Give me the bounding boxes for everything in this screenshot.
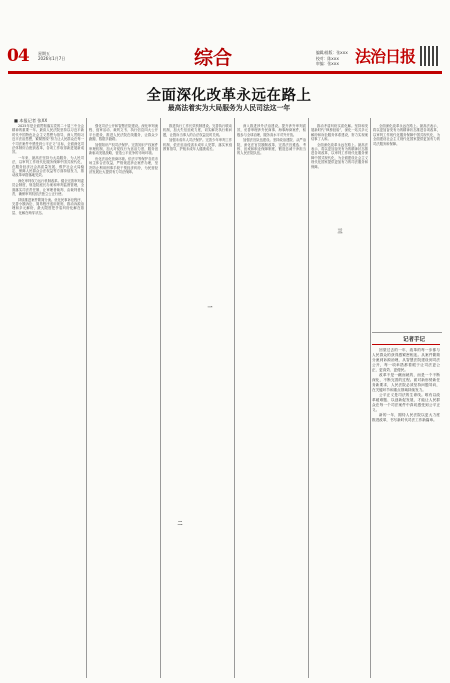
date: 2026年1月7日 <box>38 56 66 61</box>
masthead-rule <box>8 71 442 74</box>
chapter-mark: 一 <box>207 305 213 311</box>
page-number: 04 <box>7 46 29 66</box>
masthead <box>0 0 450 78</box>
section-title: 综合 <box>193 47 232 69</box>
column-divider <box>234 118 235 678</box>
paragraph: 加强未成年人司法保护。完善少年审判工作机制，依法惩治侵害未成年人犯罪，落实家庭教育指导，护航未成年人健康成长。 <box>163 138 232 152</box>
article-column-2 <box>89 124 158 678</box>
review-line: 审编：张XXX <box>316 61 339 66</box>
column-divider <box>86 118 87 678</box>
paragraph: 加强知识产权司法保护。完善知识产权案件审理机制，加大对侵权行为惩治力度，服务创新驱动发展战略，营造公平竞争的市场环境。 <box>89 142 158 156</box>
paragraph: 深化审判权力运行机制改革。健全完善审判委员会制度，规范院庭长办案和审判监督管理，全面落实司法责任制，让审理者裁判、由裁判者负责，确保审判权依法独立公正行使。 <box>12 178 84 197</box>
issue-date <box>38 51 65 61</box>
proof-line: 校对：陈XXX <box>316 55 339 61</box>
article-column-4 <box>237 124 306 678</box>
paragraph: 改革不是一蹴而就的，而是一个不断深化、不断完善的过程。面对新形势新任务新要求，人民法院必须坚持问题导向，在关键环节和重点领域持续发力。 <box>372 373 440 392</box>
newspaper-logo: 法治日报 <box>355 47 416 66</box>
paragraph: 加强法官队伍建设。坚持政治建院、从严治院，深化法官员额制改革，完善法官遴选、考核、惩戒和职业保障制度，锻造忠诚干净担当的人民法院队伍。 <box>237 138 306 156</box>
article-column-5 <box>311 124 368 678</box>
paragraph: 新的一年，期待人民法院以更大力度推进改革，书写新时代司法工作新篇章。 <box>372 413 440 422</box>
paragraph: 深入推进涉外法治建设。提升涉外审判质效，妥善审理涉外民商事、海事海商案件，积极参与全球治理，服务高水平对外开放。 <box>237 124 306 137</box>
paragraph: 推进执行工作长效机制建设。完善执行联动机制，加大失信惩戒力度，切实解决执行难问题，让胜诉当事人的合法权益及时兑现。 <box>163 124 232 137</box>
article-column-1 <box>12 124 84 678</box>
paragraph: 优化法治化营商环境。依法平等保护各类市场主体合法权益，严格规范涉企案件办理，坚决防止利用刑事手段干预经济纠纷，为民营经济发展壮大提供有力司法保障。 <box>89 156 158 175</box>
article-column-3 <box>163 124 232 678</box>
paragraph: 公平正义是司法的生命线。唯有以改革破难题、以创新促发展，才能让人民群众在每一个司法案件中真切感受到公平正义。 <box>372 393 440 412</box>
paragraph: 全面深化改革永远在路上。最高法表示，将以更加奋发有为的精神状态推进各项改革，以审判工作现代化服务保障中国式现代化，为全面建设社会主义现代化国家提供更加有力的司法服务和保障。 <box>311 142 368 169</box>
paragraph: 持续推进案件繁简分流。优化民事诉讼程序，完善小额诉讼、简易程序适用规则，推动诉源治理和多元解纷，最大限度把矛盾纠纷化解在基层、化解在萌芽状态。 <box>12 197 84 215</box>
chapter-mark: 三 <box>337 229 343 235</box>
editor-line: 编辑/排版：张XXX <box>316 50 348 55</box>
column-divider <box>160 118 161 678</box>
article-column-6 <box>373 124 440 330</box>
section-divider <box>372 332 442 333</box>
commentary-body <box>372 348 440 674</box>
paragraph: 全面深化改革永远在路上。最高法表示，将以更加奋发有为的精神状态推进各项改革，以审判工作现代化服务保障中国式现代化，为全面建设社会主义现代化国家提供更加有力的司法服务和保障。 <box>373 124 440 146</box>
paragraph: 推动矛盾纠纷实质化解。坚持和发展新时代“枫桥经验”，深化一站式多元解纷和诉讼服务体系建设，努力实现案结事了人和。 <box>311 124 368 142</box>
editor-credits <box>316 50 348 67</box>
column-divider <box>308 118 309 678</box>
paragraph: 2025年是全面贯彻落实党的二十届三中全会精神的重要一年。最高人民法院坚持以习近平新时代中国特色社会主义思想为指导，深入贯彻习近平法治思想，紧紧围绕“努力让人民群众在每一个司法案件中感受到公平正义”目标，全面深化司法体制综合配套改革，各项工作取得新进展新成效。 <box>12 124 84 155</box>
weekday: 星期五 <box>38 51 50 56</box>
qr-code-icon <box>420 46 440 66</box>
paragraph: 一年来，最高法坚持为大局服务、为人民司法，以审判工作现代化服务保障中国式现代化，在服务经济社会高质量发展、维护社会大局稳定、保障人民群众合法权益等方面持续发力，推动改革举措落地见效。 <box>12 155 84 178</box>
subheadline: 最高法着实为大局服务为人民司法这一年 <box>167 104 291 112</box>
commentary-title: 记者手记 <box>402 337 425 343</box>
headline: 全面深化改革永远在路上 <box>146 87 312 104</box>
paragraph: 回望过去的一年，改革的每一步都与人民群众的获得感紧密相连。从案件繁简分流到诉源治理，从智慧法院建设到司法公开，每一项举措都着眼于让司法更公正、更高效、更便民。 <box>372 348 440 372</box>
commentary-rule <box>372 344 440 345</box>
paragraph: 强化司法公开和智慧法院建设。深化审判流程、庭审活动、裁判文书、执行信息四大公开平台建设，推进人民法院在线服务，让群众少跑腿、数据多跑路。 <box>89 124 158 142</box>
column-divider <box>370 118 371 678</box>
chapter-mark: 二 <box>177 521 183 527</box>
byline: ■ 本报记者 张XX <box>14 118 48 123</box>
